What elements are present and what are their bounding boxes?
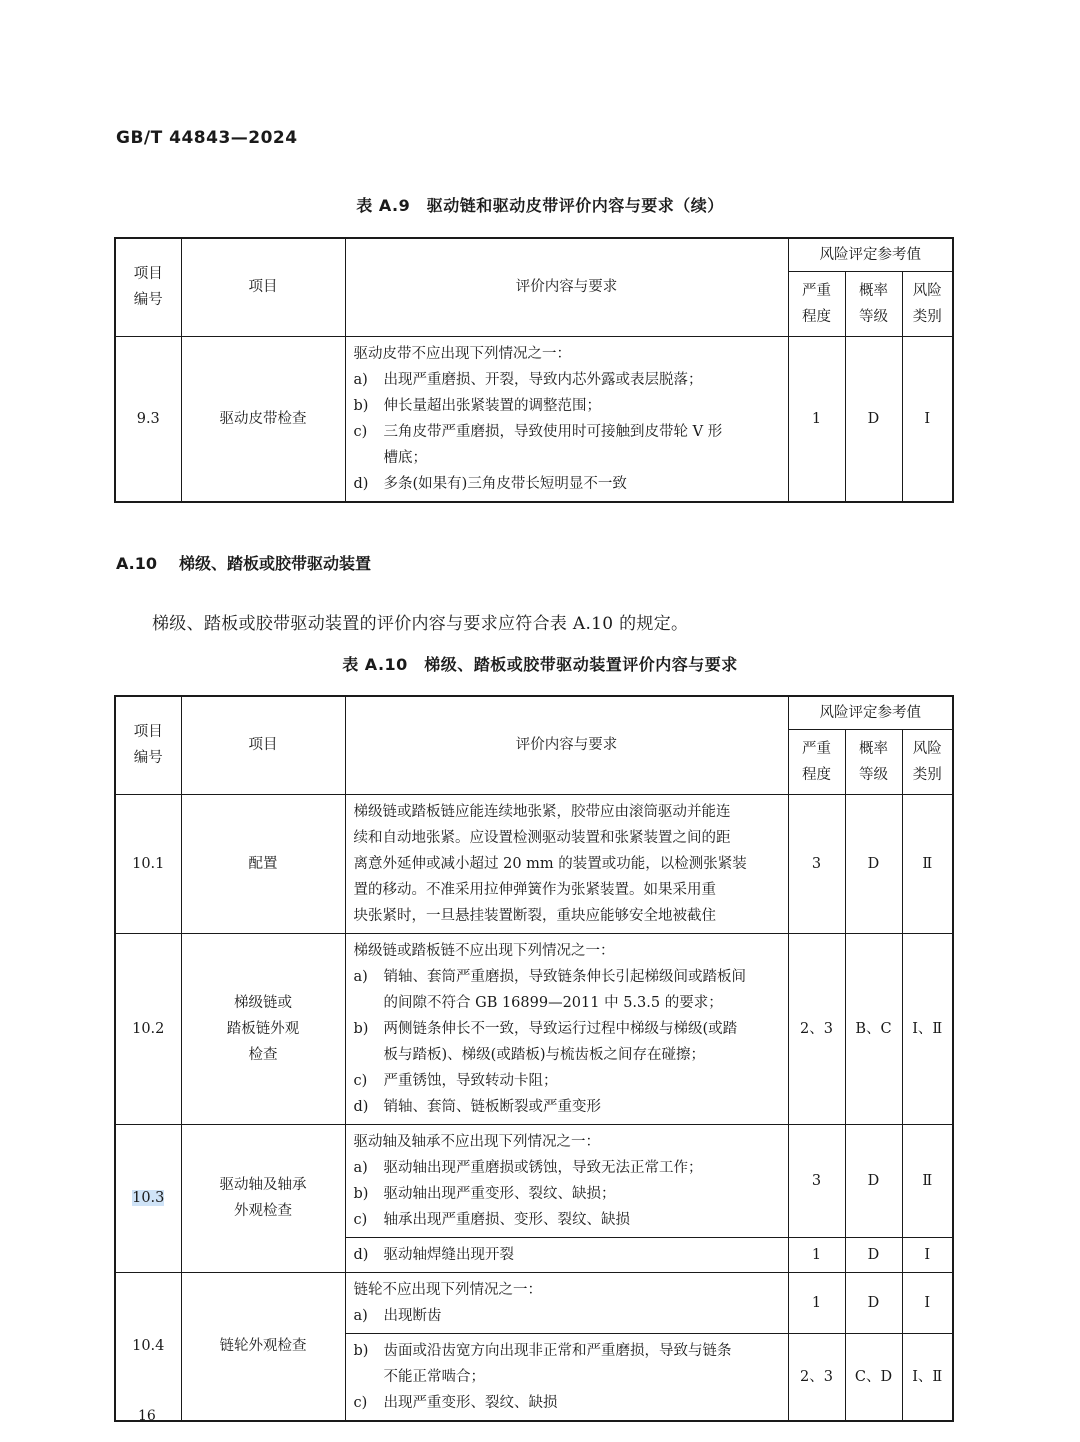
- row-severity: 1: [788, 336, 845, 502]
- table-a9: [114, 237, 954, 503]
- row-content: 梯级链或踏板链应能连续地张紧，胶带应由滚筒驱动并能连 续和自动地张紧。应设置检测驱动装置和张紧装置之间的距 离意外延伸或减小超过 20 mm 的装置或功能，以检测张紧装 置的移动。不准采用拉伸弹簧作为张紧装置。如果采用重 块张紧时，一旦悬挂装置断裂，重块应能够安全地被截住: [345, 794, 788, 933]
- header-severity: 严重 程度: [788, 729, 845, 794]
- row-severity: 3: [788, 1124, 845, 1237]
- row-category: Ⅰ: [902, 1237, 953, 1272]
- header-no: 项目 编号: [115, 696, 181, 794]
- header-probability: 概率 等级: [845, 271, 902, 336]
- section-number: A.10: [116, 554, 158, 573]
- row-content: 链轮不应出现下列情况之一： a) 出现断齿: [345, 1272, 788, 1333]
- header-content: 评价内容与要求: [345, 696, 788, 794]
- header-item: 项目: [181, 238, 345, 336]
- row-content: b) 齿面或沿齿宽方向出现非正常和严重磨损，导致与链条 不能正常啮合； c) 出现严重变形、裂纹、缺损: [345, 1333, 788, 1421]
- row-no: 9.3: [115, 336, 181, 502]
- row-no: 10.1: [115, 794, 181, 933]
- page-number: 16: [138, 1408, 156, 1424]
- row-item: 链轮外观检查: [181, 1272, 345, 1421]
- table-a9-caption: 表 A.9 驱动链和驱动皮带评价内容与要求（续）: [356, 196, 724, 215]
- row-category: Ⅰ、Ⅱ: [902, 933, 953, 1124]
- row-content: 梯级链或踏板链不应出现下列情况之一： a) 销轴、套筒严重磨损，导致链条伸长引起梯级间或踏板间 的间隙不符合 GB 16899—2011 中 5.3.5 的要求； b) 两侧链条伸长不一致，导致运行过程中梯级与梯级(或踏 板与踏板)、梯级(或踏板)与梳齿板之间存在碰擦； c) 严重锈蚀，导致转动卡阻； d) 销轴、套筒、链板断裂或严重变形: [345, 933, 788, 1124]
- table-row: [115, 1124, 953, 1237]
- row-severity: 1: [788, 1272, 845, 1333]
- row-no: 10.3: [115, 1124, 181, 1272]
- table-row: [115, 336, 953, 502]
- row-category: Ⅰ、Ⅱ: [902, 1333, 953, 1421]
- table-a10-caption: 表 A.10 梯级、踏板或胶带驱动装置评价内容与要求: [342, 655, 738, 674]
- row-content: d) 驱动轴焊缝出现开裂: [345, 1237, 788, 1272]
- row-probability: D: [845, 1237, 902, 1272]
- header-risk-group: 风险评定参考值: [788, 238, 953, 271]
- row-severity: 1: [788, 1237, 845, 1272]
- header-severity: 严重 程度: [788, 271, 845, 336]
- row-probability: D: [845, 1124, 902, 1237]
- table-a10: [114, 695, 954, 1422]
- body-paragraph: 梯级、踏板或胶带驱动装置的评价内容与要求应符合表 A.10 的规定。: [152, 614, 689, 634]
- row-item: 梯级链或 踏板链外观 检查: [181, 933, 345, 1124]
- header-category: 风险 类别: [902, 271, 953, 336]
- header-category: 风险 类别: [902, 729, 953, 794]
- row-no: 10.2: [115, 933, 181, 1124]
- row-probability: B、C: [845, 933, 902, 1124]
- row-content: 驱动皮带不应出现下列情况之一： a) 出现严重磨损、开裂，导致内芯外露或表层脱落； b) 伸长量超出张紧装置的调整范围； c) 三角皮带严重磨损，导致使用时可接触到皮带轮 V 形 槽底； d) 多条(如果有)三角皮带长短明显不一致: [345, 336, 788, 502]
- row-probability: D: [845, 336, 902, 502]
- section-heading: [116, 551, 371, 574]
- row-probability: C、D: [845, 1333, 902, 1421]
- section-title: 梯级、踏板或胶带驱动装置: [179, 554, 372, 573]
- header-content: 评价内容与要求: [345, 238, 788, 336]
- standard-code: GB/T 44843—2024: [116, 128, 298, 148]
- row-item: 配置: [181, 794, 345, 933]
- row-no: 10.4: [115, 1272, 181, 1421]
- row-category: Ⅱ: [902, 1124, 953, 1237]
- row-probability: D: [845, 1272, 902, 1333]
- row-severity: 2、3: [788, 933, 845, 1124]
- row-item: 驱动皮带检查: [181, 336, 345, 502]
- table-row: [115, 933, 953, 1124]
- row-severity: 2、3: [788, 1333, 845, 1421]
- row-category: Ⅰ: [902, 1272, 953, 1333]
- header-probability: 概率 等级: [845, 729, 902, 794]
- row-severity: 3: [788, 794, 845, 933]
- row-category: Ⅱ: [902, 794, 953, 933]
- row-category: Ⅰ: [902, 336, 953, 502]
- header-no: 项目 编号: [115, 238, 181, 336]
- header-item: 项目: [181, 696, 345, 794]
- table-row: [115, 794, 953, 933]
- header-risk-group: 风险评定参考值: [788, 696, 953, 729]
- table-row: [115, 1272, 953, 1333]
- row-item: 驱动轴及轴承 外观检查: [181, 1124, 345, 1272]
- row-content: 驱动轴及轴承不应出现下列情况之一： a) 驱动轴出现严重磨损或锈蚀，导致无法正常工作； b) 驱动轴出现严重变形、裂纹、缺损； c) 轴承出现严重磨损、变形、裂纹、缺损: [345, 1124, 788, 1237]
- row-probability: D: [845, 794, 902, 933]
